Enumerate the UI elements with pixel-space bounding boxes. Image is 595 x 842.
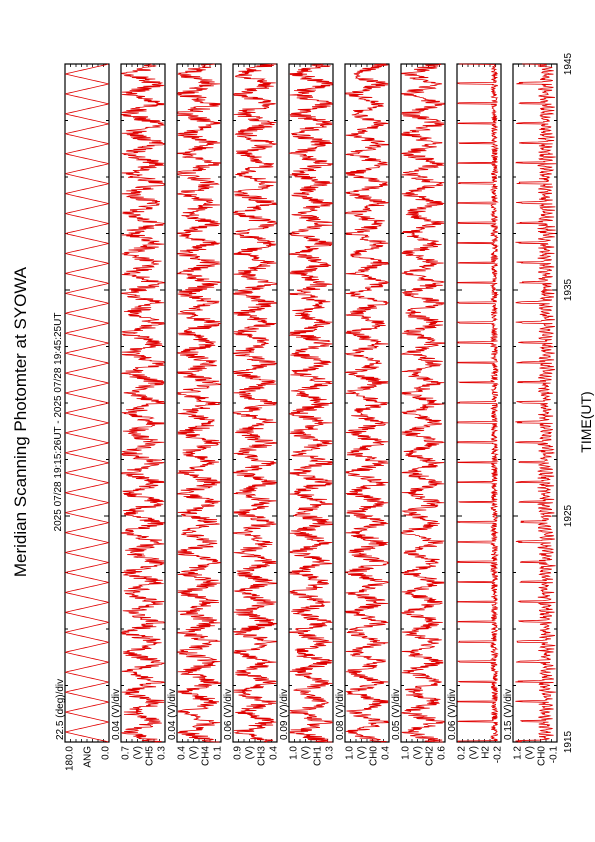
panel-unit-label: 0.08 (V)/div: [335, 688, 346, 740]
panel-y-label: 0.7: [120, 746, 132, 760]
panel-unit-label: 0.05 (V)/div: [391, 688, 402, 740]
chart-title: Meridian Scanning Photomter at SYOWA: [11, 266, 30, 578]
panel: [167, 64, 224, 766]
panel-y-label: 0.1: [212, 746, 224, 760]
panel-y-label: (V): [412, 746, 424, 760]
panel: [503, 64, 560, 766]
panel-y-label: 1.2: [512, 746, 524, 760]
panel-y-label: CH0: [368, 746, 380, 767]
series-line: [458, 64, 498, 742]
panel-y-label: H2: [480, 746, 492, 759]
panel-y-label: 1.0: [400, 746, 412, 760]
panel-y-label: 0.4: [176, 746, 188, 760]
panel-y-label: (V): [524, 746, 536, 760]
panel-y-label: 0.0: [100, 746, 112, 760]
series-line: [402, 64, 444, 742]
panel-y-label: CH0: [536, 746, 548, 767]
x-axis-ticks: [563, 52, 574, 753]
panel-y-label: 1.0: [288, 746, 300, 760]
series-line: [290, 64, 332, 742]
panel: [223, 64, 280, 766]
series-line: [122, 64, 164, 742]
panels: [55, 64, 560, 771]
panel-y-label: 0.4: [380, 746, 392, 760]
panel-y-label: CH1: [312, 746, 324, 767]
panel-unit-label: 0.04 (V)/div: [111, 688, 122, 740]
series-line: [515, 64, 556, 742]
x-tick-label: 1915: [563, 730, 574, 754]
panel-y-label: 180.0: [64, 746, 76, 772]
x-tick-label: 1935: [563, 278, 574, 302]
panel-unit-label: 0.15 (V)/div: [503, 688, 514, 740]
panel-frame: [65, 64, 109, 742]
x-axis-label: TIME(UT): [578, 391, 594, 453]
panel: [279, 64, 336, 766]
panel-y-label: 0.9: [232, 746, 244, 760]
panel-y-label: 0.4: [268, 746, 280, 760]
series-line: [234, 64, 276, 742]
panel-y-label: (V): [468, 746, 480, 760]
panel: [335, 64, 392, 766]
x-tick-label: 1945: [563, 52, 574, 76]
panel-y-label: 0.2: [456, 746, 468, 760]
panel-y-label: ANG: [82, 746, 94, 768]
panel-y-label: 0.3: [156, 746, 168, 760]
panel-unit-label: 0.06 (V)/div: [447, 688, 458, 740]
panel-y-label: 0.6: [436, 746, 448, 760]
panel-y-label: CH3: [256, 746, 268, 767]
panel-y-label: (V): [300, 746, 312, 760]
x-tick-label: 1925: [563, 504, 574, 528]
panel: [111, 64, 168, 766]
panel-y-label: -0.1: [548, 746, 560, 764]
chart-subtitle: 2025 07/28 19:15:26UT - 2025 07/28 19:45:25UT: [53, 312, 64, 532]
panel: [447, 64, 504, 763]
rotated-chart-content: [11, 52, 594, 771]
panel-y-label: 1.0: [344, 746, 356, 760]
panel-y-label: -0.2: [492, 746, 504, 764]
panel-unit-label: 0.04 (V)/div: [167, 688, 178, 740]
panel-y-label: CH5: [144, 746, 156, 767]
panel: [391, 64, 448, 766]
panel-y-label: (V): [188, 746, 200, 760]
panel-y-label: CH2: [424, 746, 436, 767]
series-line: [66, 64, 108, 742]
series-line: [178, 64, 220, 742]
panel-y-label: (V): [132, 746, 144, 760]
panel-y-label: (V): [244, 746, 256, 760]
panel-frame: [345, 64, 389, 742]
series-line: [346, 64, 388, 742]
panel-y-label: CH4: [200, 746, 212, 767]
panel-y-label: 0.3: [324, 746, 336, 760]
panel-unit-label: 22.5 (deg)/div: [55, 678, 66, 740]
panel-y-label: (V): [356, 746, 368, 760]
panel-unit-label: 0.06 (V)/div: [223, 688, 234, 740]
panel-unit-label: 0.09 (V)/div: [279, 688, 290, 740]
